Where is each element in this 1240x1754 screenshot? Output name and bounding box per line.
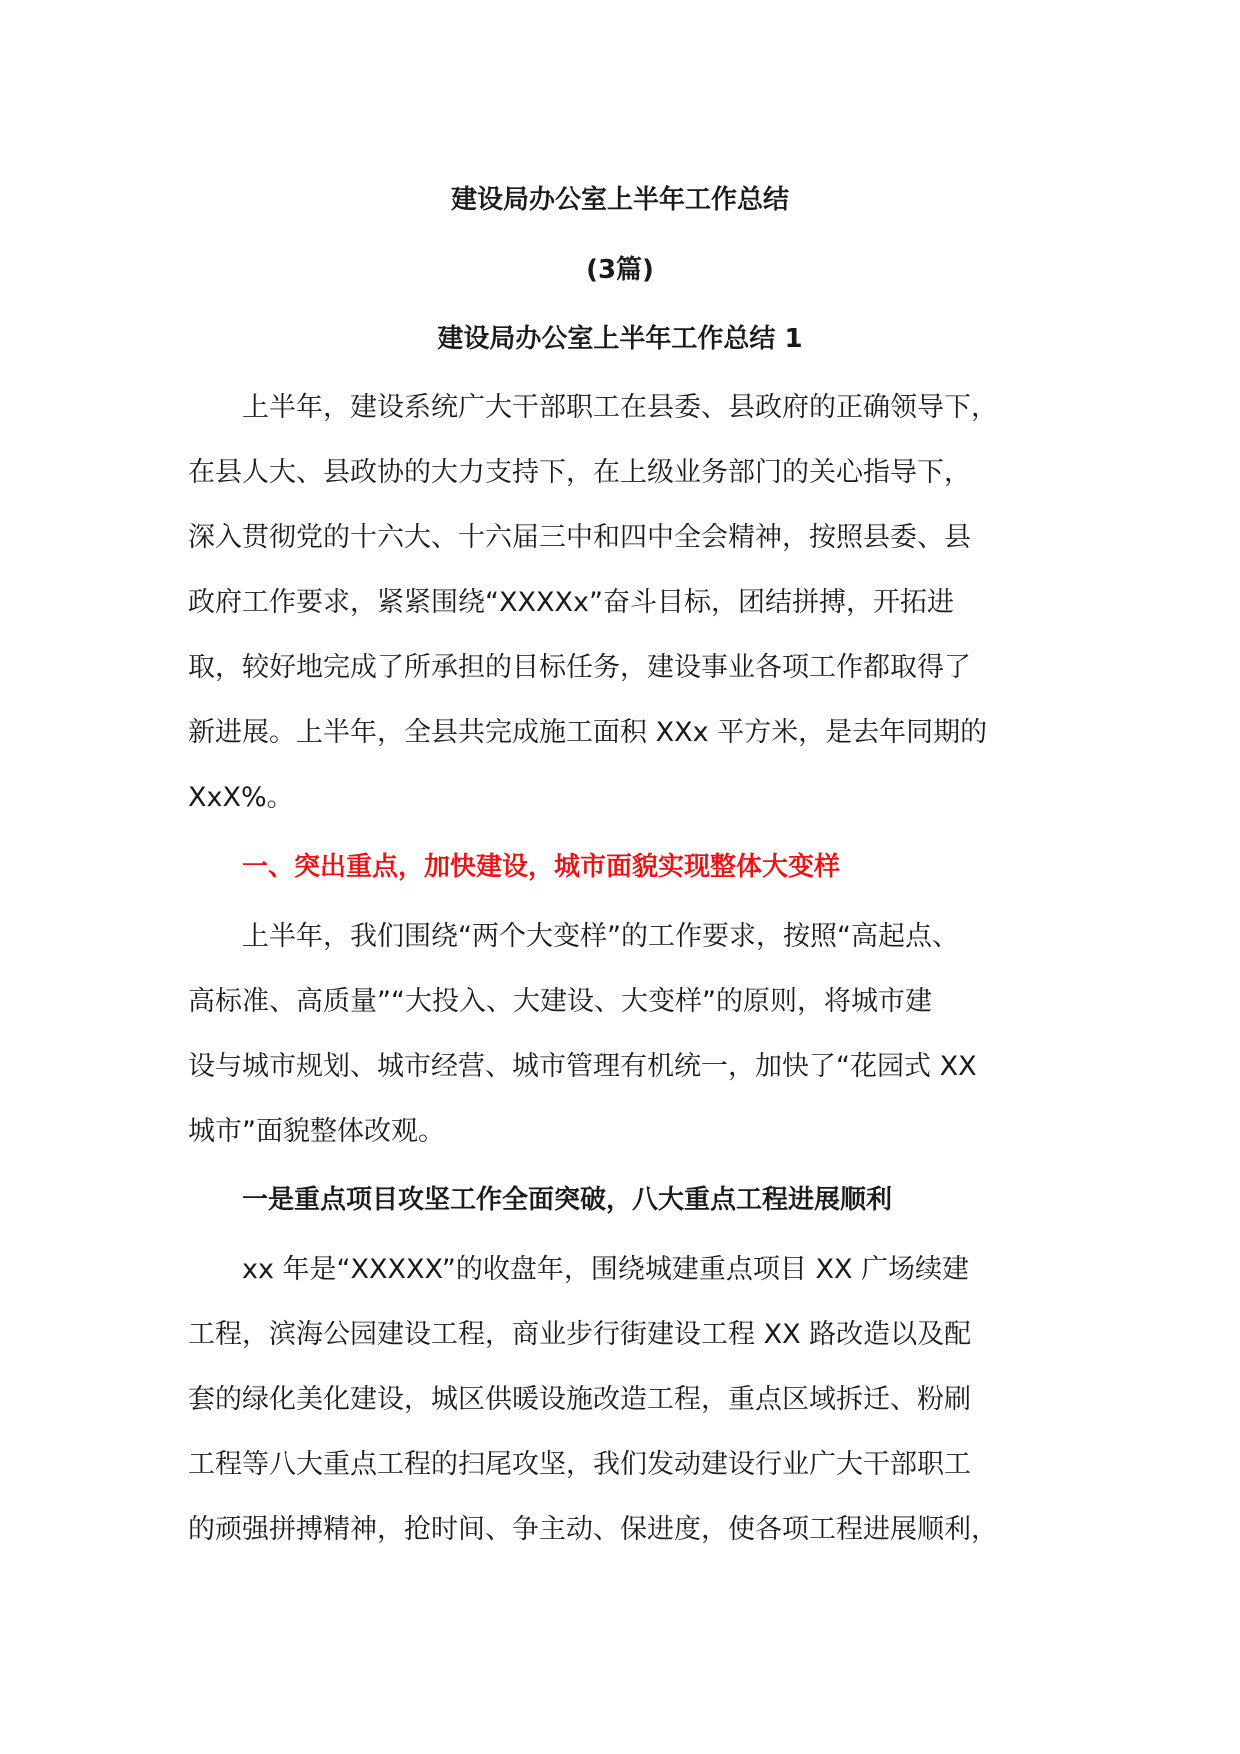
paragraph-line: 政府工作要求，紧紧围绕“XXXXx”奋斗目标，团结拼搏，开拓进 [188,587,954,618]
paragraph-3 [188,1237,1088,1562]
paragraph-2 [188,904,1088,1164]
paragraph-line: 上半年，我们围绕“两个大变样”的工作要求，按照“高起点、 [242,921,959,952]
section-heading-red: 一、突出重点，加快建设，城市面貌实现整体大变样 [242,852,841,882]
paragraph-line: 城市”面貌整体改观。 [188,1116,445,1147]
subsection-heading: 一是重点项目攻坚工作全面突破，八大重点工程进展顺利 [242,1185,893,1215]
paragraph-line: 上半年，建设系统广大干部职工在县委、县政府的正确领导下， [242,392,998,423]
paragraph-line: 的顽强拼搏精神，抢时间、争主动、保进度，使各项工程进展顺利， [188,1514,998,1545]
paragraph-line: 工程等八大重点工程的扫尾攻坚，我们发动建设行业广大干部职工 [188,1449,971,1480]
paragraph-line: 取，较好地完成了所承担的目标任务，建设事业各项工作都取得了 [188,652,971,683]
paragraph-line: 高标准、高质量”“大投入、大建设、大变样”的原则，将城市建 [188,986,932,1017]
paragraph-line: 在县人大、县政协的大力支持下，在上级业务部门的关心指导下， [188,457,971,488]
paragraph-line: 深入贯彻党的十六大、十六届三中和四中全会精神，按照县委、县 [188,522,971,553]
section-title: 建设局办公室上半年工作总结 1 [437,324,803,354]
paragraph-line: XxX%。 [188,782,294,813]
paragraph-line: xx 年是“XXXXX”的收盘年，围绕城建重点项目 XX 广场续建 [242,1254,970,1285]
document-subtitle: (3篇) [586,255,654,285]
paragraph-line: 工程，滨海公园建设工程，商业步行街建设工程 XX 路改造以及配 [188,1319,972,1350]
paragraph-line: 设与城市规划、城市经营、城市管理有机统一，加快了“花园式 XX [188,1051,977,1082]
document-title: 建设局办公室上半年工作总结 [450,185,789,215]
paragraph-1 [188,375,1088,830]
paragraph-line: 套的绿化美化建设，城区供暖设施改造工程，重点区域拆迁、粉刷 [188,1384,971,1415]
paragraph-line: 新进展。上半年，全县共完成施工面积 XXx 平方米，是去年同期的 [188,717,988,748]
